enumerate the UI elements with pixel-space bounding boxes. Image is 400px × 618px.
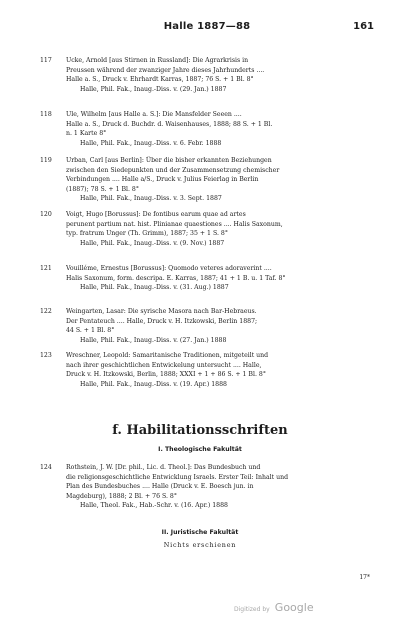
entry-number: 120 <box>40 211 52 218</box>
entry-text-line: Weingarten, Lasar: Die syrische Masora nach Bar-Hebraeus. <box>66 308 257 315</box>
entry-text-line: Preussen während der zwanziger Jahre dieses Jahrhunderts .... <box>66 66 265 74</box>
entry-number: 124 <box>40 464 52 471</box>
signature-mark: 17* <box>359 574 370 581</box>
header-title: Halle 1887—88 <box>163 21 251 32</box>
bibliography-entry <box>40 351 374 389</box>
entry-text-line: Magdeburg), 1888; 2 Bl. + 76 S. 8° <box>66 492 177 500</box>
entry-text-line: perunent partium nat. hist. Plinianae quaestiones .... Halis Saxonum, <box>66 220 283 228</box>
entry-dissertation-line: Halle, Phil. Fak., Inaug.-Diss. v. 6. Febr. 1888 <box>80 139 222 147</box>
page-number: 161 <box>353 21 374 32</box>
bibliography-entry <box>40 210 374 248</box>
entry-dissertation-line: Halle, Phil. Fak., Inaug.-Diss. v. (19. Apr.) 1888 <box>80 380 227 388</box>
entry-dissertation-line: Halle, Phil. Fak., Inaug.-Diss. v. (27. Jan.) 1888 <box>80 336 227 344</box>
bibliography-entry <box>40 307 374 345</box>
entry-text-line: Halle a. S., Druck v. Ehrhardt Karras, 1887; 76 S. + 1 Bl. 8° <box>66 76 254 84</box>
bibliography-entry <box>40 156 374 204</box>
section-title: f. Habilitationsschriften <box>112 423 288 438</box>
entry-number: 119 <box>40 157 52 164</box>
entry-number: 123 <box>40 352 52 359</box>
bibliography-entry <box>40 110 374 148</box>
entry-number: 118 <box>40 111 52 118</box>
nothing-published-note: Nichts erschienen <box>163 541 237 549</box>
entry-text-line: Voigt, Hugo [Borussus]: De fontibus earum quae ad artes <box>66 211 246 218</box>
bibliography-entry <box>40 264 374 293</box>
google-watermark <box>234 596 314 615</box>
entry-text-line: typ. fratrum Unger (Th. Grimm), 1887; 35 + 1 S. 8° <box>66 230 228 238</box>
entry-text-line: Druck v. H. Itzkowski, Berlin, 1888; XXXI + 1 + 86 S. + 1 Bl. 8° <box>66 371 266 379</box>
entry-number: 117 <box>40 57 52 64</box>
entry-text-line: 44 S. + 1 Bl. 8° <box>66 327 115 335</box>
entry-text-line: Plan des Bundesbuches .... Halle (Druck v. E. Boesch jun. in <box>66 483 254 491</box>
entry-dissertation-line: Halle, Theol. Fak., Hab.-Schr. v. (16. Apr.) 1888 <box>80 502 228 510</box>
entry-text-line: Ule, Wilhelm [aus Halle a. S.]: Die Mansfelder Seeen .... <box>66 111 242 118</box>
entry-text-line: Vouilléme, Ernestus [Borussus]: Quomodo veteres adoraverint .... <box>66 265 272 272</box>
entry-text-line: n. 1 Karte 8° <box>66 130 107 138</box>
subhead-theology: I. Theologische Fakultät <box>158 446 242 453</box>
entry-dissertation-line: Halle, Phil. Fak., Inaug.-Diss. v. 3. Sept. 1887 <box>80 195 222 203</box>
entry-text-line: Ucke, Arnold [aus Stirnen in Russland]: Die Agrarkrisis in <box>66 57 249 64</box>
watermark-logo-text: Google <box>274 601 314 614</box>
subhead-law: II. Juristische Fakultät <box>161 529 239 536</box>
bibliography-entry <box>40 56 374 94</box>
entry-text-line: zwischen den Siedepunkten und der Zusammensetzung chemischer <box>66 166 280 174</box>
entry-text-line: Halle a. S., Druck d. Buchdr. d. Waisenhauses, 1888; 88 S. + 1 Bl. <box>66 120 273 128</box>
entry-text-line: Der Pentateuch .... Halle, Druck v. H. Itzkowski, Berlin 1887; <box>66 317 258 325</box>
entry-number: 121 <box>40 265 52 272</box>
entry-text-line: Wreschner, Leopold: Samaritanische Traditionen, mitgeteilt und <box>66 352 269 359</box>
entry-text-line: Rothstein, J. W. [Dr. phil., Lic. d. Theol.]: Das Bundesbuch und <box>66 464 261 471</box>
entry-text-line: Verbindungen .... Halle a/S., Druck v. Julius Feierlag in Berlin <box>66 176 259 184</box>
entry-text-line: (1887); 78 S. + 1 Bl. 8° <box>66 185 139 193</box>
entry-text-line: die religionsgeschichtliche Entwicklung Israels. Erster Teil: Inhalt und <box>66 473 289 481</box>
running-header <box>40 21 374 35</box>
entry-text-line: nach ihrer geschichtlichen Entwickelung untersucht .... Halle, <box>66 361 262 369</box>
bibliography-entry <box>40 463 374 511</box>
entry-text-line: Halis Saxonum, form. descripa. E. Karras, 1887; 41 + 1 B. u. 1 Taf. 8° <box>66 274 286 282</box>
entry-text-line: Urban, Carl [aus Berlin]: Über die bisher erkannten Beziehungen <box>66 157 272 164</box>
entry-dissertation-line: Halle, Phil. Fak., Inaug.-Diss. v. (9. Nov.) 1887 <box>80 239 225 247</box>
entry-dissertation-line: Halle, Phil. Fak., Inaug.-Diss. v. (31. Aug.) 1887 <box>80 284 229 292</box>
watermark-small-text: Digitized by <box>234 606 270 613</box>
entry-dissertation-line: Halle, Phil. Fak., Inaug.-Diss. v. (29. Jan.) 1887 <box>80 85 227 93</box>
entry-number: 122 <box>40 308 52 315</box>
